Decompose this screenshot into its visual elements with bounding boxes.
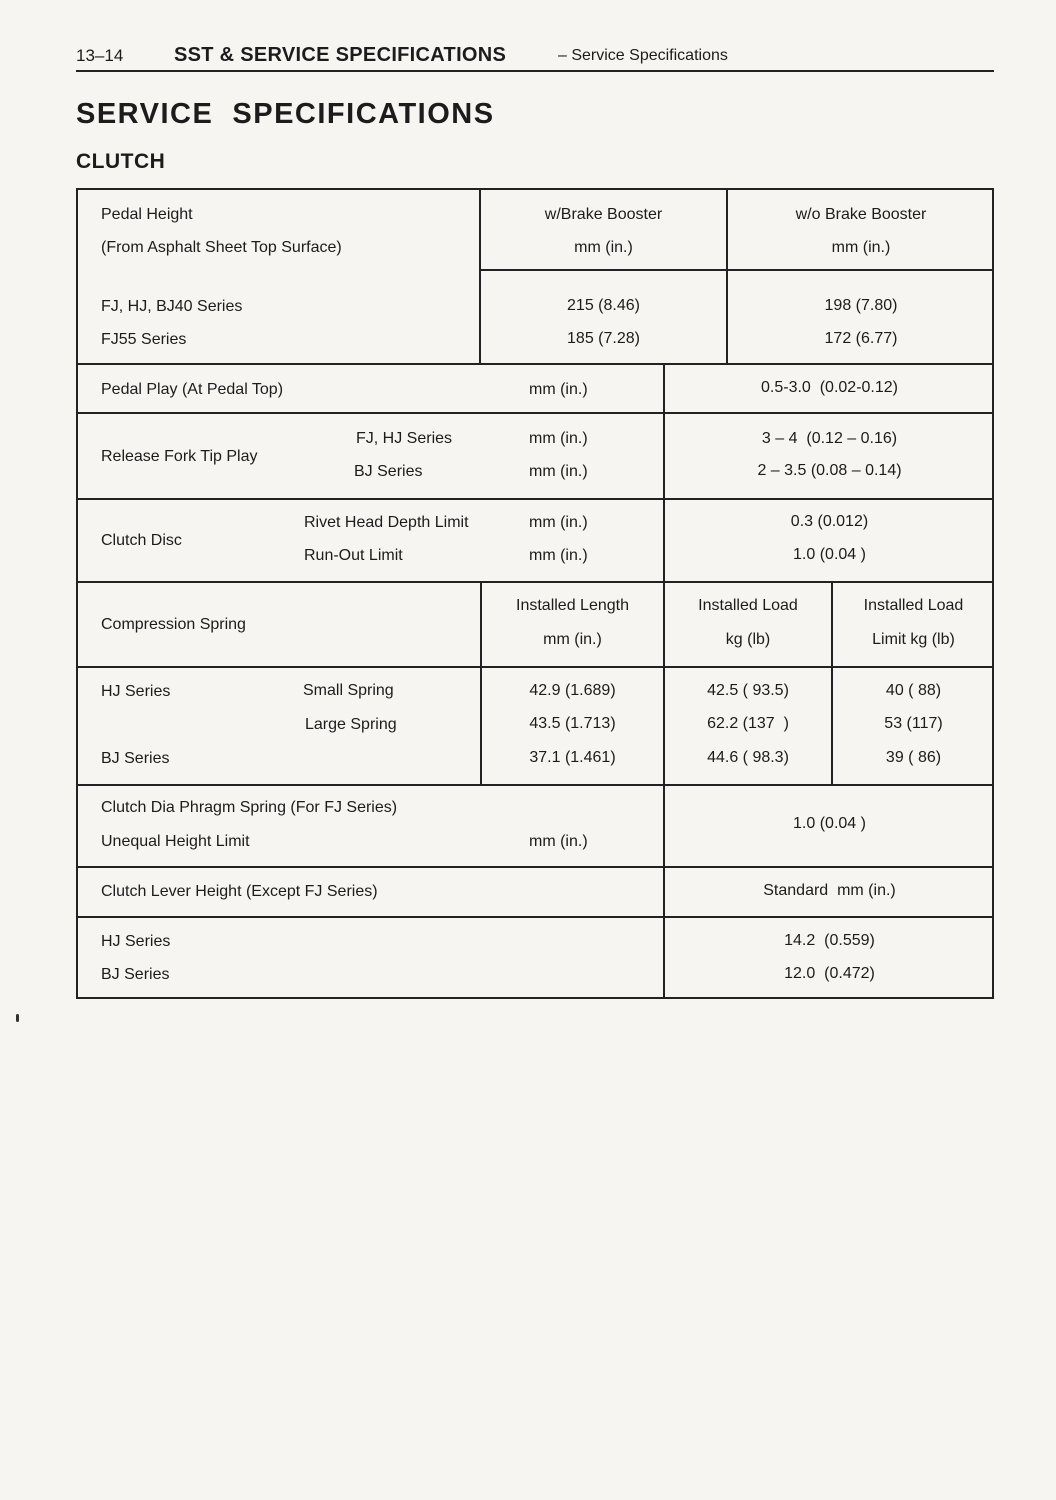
spring-limit: 53 (117) <box>884 715 943 732</box>
release-fork-label: Release Fork Tip Play <box>101 448 258 465</box>
row-divider <box>78 784 994 786</box>
spring-length: 42.9 (1.689) <box>529 682 616 699</box>
page-number: 13–14 <box>76 46 124 65</box>
spring-type: Large Spring <box>305 716 397 733</box>
clutch-disc-value: 0.3 (0.012) <box>790 513 869 530</box>
col-with-booster-unit: mm (in.) <box>574 239 633 256</box>
spring-series: BJ Series <box>101 750 170 767</box>
col-installed-length: Installed Length <box>516 597 629 614</box>
diaphragm-value: 1.0 (0.04 ) <box>793 815 866 832</box>
pedal-play-value: 0.5-3.0 (0.02-0.12) <box>761 379 898 396</box>
compression-spring-label: Compression Spring <box>101 616 246 633</box>
release-fork-value: 3 – 4 (0.12 – 0.16) <box>761 430 898 447</box>
spring-load: 62.2 (137 ) <box>707 715 789 732</box>
clutch-disc-label: Clutch Disc <box>101 532 182 549</box>
row-divider <box>78 363 994 365</box>
lever-series: BJ Series <box>101 966 170 983</box>
row-divider <box>78 866 994 868</box>
clutch-disc-value: 1.0 (0.04 ) <box>793 546 866 563</box>
row-divider <box>78 581 994 583</box>
col-installed-load-unit: kg (lb) <box>725 631 771 648</box>
spring-series: HJ Series <box>101 683 171 700</box>
diaphragm-sublabel: Unequal Height Limit <box>101 833 250 850</box>
release-fork-series: BJ Series <box>354 463 423 480</box>
spring-limit: 40 ( 88) <box>885 682 942 699</box>
lever-height-header: Standard mm (in.) <box>763 882 896 899</box>
section-title: CLUTCH <box>76 150 166 173</box>
row-divider <box>479 269 994 271</box>
spring-length: 37.1 (1.461) <box>529 749 616 766</box>
lever-value: 12.0 (0.472) <box>784 965 875 982</box>
clutch-disc-item: Rivet Head Depth Limit <box>304 514 469 531</box>
pedal-row-with: 215 (8.46) <box>567 297 640 314</box>
header-title: SST & SERVICE SPECIFICATIONS <box>174 44 507 66</box>
release-fork-value: 2 – 3.5 (0.08 – 0.14) <box>757 462 902 479</box>
lever-series: HJ Series <box>101 933 171 950</box>
clutch-disc-unit: mm (in.) <box>529 547 588 564</box>
row-divider <box>78 498 994 500</box>
pedal-row-without: 172 (6.77) <box>824 330 898 347</box>
col-load-limit: Installed Load <box>863 597 964 614</box>
spring-type: Small Spring <box>303 682 394 699</box>
row-divider <box>78 916 994 918</box>
row-divider <box>78 412 994 414</box>
release-fork-series: FJ, HJ Series <box>356 430 453 447</box>
pedal-row-label: FJ, HJ, BJ40 Series <box>101 298 243 315</box>
col-load-limit-unit: Limit kg (lb) <box>872 631 955 648</box>
pedal-height-sublabel: (From Asphalt Sheet Top Surface) <box>101 239 342 256</box>
pedal-height-label: Pedal Height <box>101 206 193 223</box>
page-header <box>76 44 994 72</box>
col-installed-load: Installed Load <box>698 597 798 614</box>
spring-limit: 39 ( 86) <box>885 749 942 766</box>
pedal-play-label: Pedal Play (At Pedal Top) <box>101 381 284 398</box>
col-installed-length-unit: mm (in.) <box>543 631 602 648</box>
spring-load: 44.6 ( 98.3) <box>707 749 789 766</box>
spec-table <box>76 188 994 999</box>
col-without-booster-unit: mm (in.) <box>831 239 891 256</box>
row-divider <box>78 666 994 668</box>
col-with-booster: w/Brake Booster <box>544 206 663 223</box>
pedal-row-without: 198 (7.80) <box>824 297 898 314</box>
pedal-row-with: 185 (7.28) <box>567 330 640 347</box>
header-subtitle: – Service Specifications <box>558 47 728 64</box>
release-fork-unit: mm (in.) <box>529 430 588 447</box>
lever-value: 14.2 (0.559) <box>784 932 875 949</box>
spring-length: 43.5 (1.713) <box>529 715 616 732</box>
spring-load: 42.5 ( 93.5) <box>707 682 789 699</box>
col-without-booster: w/o Brake Booster <box>795 206 927 223</box>
diaphragm-unit: mm (in.) <box>529 833 588 850</box>
release-fork-unit: mm (in.) <box>529 463 588 480</box>
clutch-disc-item: Run-Out Limit <box>304 547 403 564</box>
pedal-row-label: FJ55 Series <box>101 331 187 348</box>
page-title: SERVICE SPECIFICATIONS <box>76 98 495 130</box>
lever-height-label: Clutch Lever Height (Except FJ Series) <box>101 883 378 900</box>
clutch-disc-unit: mm (in.) <box>529 514 588 531</box>
diaphragm-label: Clutch Dia Phragm Spring (For FJ Series) <box>101 799 398 816</box>
scan-mark <box>16 1014 19 1022</box>
pedal-play-unit: mm (in.) <box>529 381 588 398</box>
